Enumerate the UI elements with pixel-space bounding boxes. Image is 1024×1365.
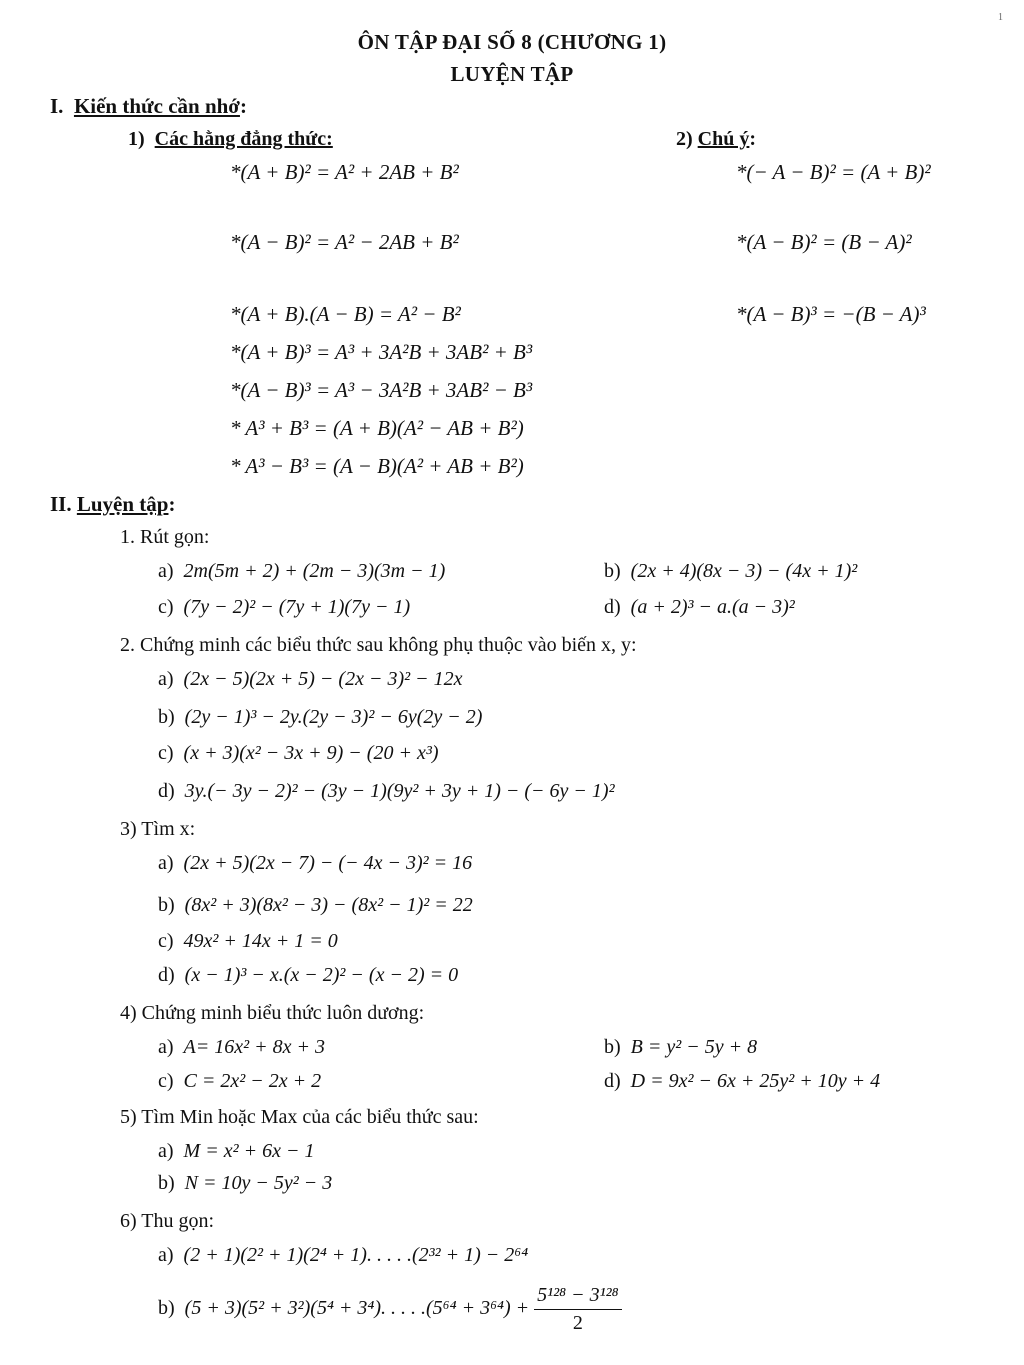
section-1-number: I. (50, 94, 64, 118)
exercise-3b-expr: (8x² + 3)(8x² − 3) − (8x² − 1)² = 22 (184, 894, 473, 916)
note-square-swap: *(A − B)² = (B − A)² (736, 230, 912, 254)
exercise-4b (604, 1036, 757, 1059)
exercise-1b (604, 560, 857, 583)
exercise-2b (158, 706, 482, 729)
section-2-colon: : (168, 492, 176, 516)
exercise-1a-expr: 2m(5m + 2) + (2m − 3)(3m − 1) (183, 560, 446, 582)
exercise-1c-label: c) (158, 596, 174, 618)
exercise-6a-label: a) (158, 1244, 174, 1266)
section-1-colon: : (239, 94, 247, 118)
identity-sum-cubes: * A³ + B³ = (A + B)(A² − AB + B²) (230, 416, 524, 440)
exercise-2a-expr: (2x − 5)(2x + 5) − (2x − 3)² − 12x (183, 668, 463, 690)
exercise-4-heading: 4) Chứng minh biểu thức luôn dương: (120, 1002, 425, 1024)
identities-number: 1) (128, 128, 145, 150)
exercise-2a-label: a) (158, 668, 174, 690)
exercise-4b-expr: B = y² − 5y + 8 (630, 1036, 758, 1058)
identity-cube-sum: *(A + B)³ = A³ + 3A²B + 3AB² + B³ (230, 340, 533, 364)
exercise-2d-label: d) (158, 780, 175, 802)
section-2-number: II. (50, 492, 72, 516)
exercise-3a (158, 852, 472, 875)
exercise-4a-label: a) (158, 1036, 174, 1058)
exercise-3c (158, 930, 338, 953)
corner-mark: 1 (998, 12, 1003, 23)
exercise-2d (158, 780, 615, 803)
identity-diff-cubes: * A³ − B³ = (A − B)(A² + AB + B²) (230, 454, 524, 478)
exercise-1d-label: d) (604, 596, 621, 618)
exercise-2b-expr: (2y − 1)³ − 2y.(2y − 3)² − 6y(2y − 2) (184, 706, 483, 728)
exercise-3-heading: 3) Tìm x: (120, 818, 196, 840)
exercise-1c-expr: (7y − 2)² − (7y + 1)(7y − 1) (183, 596, 411, 618)
identity-square-diff: *(A − B)² = A² − 2AB + B² (230, 230, 459, 254)
exercise-3c-expr: 49x² + 14x + 1 = 0 (183, 930, 338, 952)
exercise-4b-label: b) (604, 1036, 621, 1058)
exercise-5-heading: 5) Tìm Min hoặc Max của các biểu thức sau: (120, 1106, 479, 1128)
page-title: ÔN TẬP ĐẠI SỐ 8 (CHƯƠNG 1) (357, 30, 667, 54)
exercise-6b-label: b) (158, 1297, 175, 1320)
exercise-3d-expr: (x − 1)³ − x.(x − 2)² − (x − 2) = 0 (184, 964, 459, 986)
exercise-5b (158, 1172, 332, 1195)
exercise-1a-label: a) (158, 560, 174, 582)
exercise-5a-expr: M = x² + 6x − 1 (183, 1140, 315, 1162)
exercise-2c-label: c) (158, 742, 174, 764)
exercise-5a-label: a) (158, 1140, 174, 1162)
exercise-5b-expr: N = 10y − 5y² − 3 (184, 1172, 333, 1194)
exercise-6b-fraction (534, 1284, 621, 1335)
exercise-6b (158, 1284, 622, 1335)
exercise-3a-label: a) (158, 852, 174, 874)
exercise-5a (158, 1140, 314, 1163)
identity-square-sum: *(A + B)² = A² + 2AB + B² (230, 160, 459, 184)
exercise-6a (158, 1244, 528, 1267)
exercise-1b-label: b) (604, 560, 621, 582)
note-neg-square: *(− A − B)² = (A + B)² (736, 160, 931, 184)
notes-label: Chú ý (697, 128, 750, 150)
exercise-2d-expr: 3y.(− 3y − 2)² − (3y − 1)(9y² + 3y + 1) − (− 6y − 1)² (184, 780, 615, 802)
exercise-4c (158, 1070, 321, 1093)
exercise-6b-numerator: 5¹²⁸ − 3¹²⁸ (534, 1284, 621, 1310)
exercise-4c-expr: C = 2x² − 2x + 2 (183, 1070, 322, 1092)
exercise-6b-denominator: 2 (572, 1312, 583, 1334)
exercise-1c (158, 596, 410, 619)
identity-diff-squares: *(A + B).(A − B) = A² − B² (230, 302, 461, 326)
section-1-heading (50, 94, 247, 119)
exercise-3d-label: d) (158, 964, 175, 986)
notes-number: 2) (676, 128, 693, 150)
exercise-1-heading: 1. Rút gọn: (120, 526, 210, 548)
exercise-6-heading: 6) Thu gọn: (120, 1210, 215, 1232)
identity-cube-diff: *(A − B)³ = A³ − 3A²B + 3AB² − B³ (230, 378, 533, 402)
exercise-3c-label: c) (158, 930, 174, 952)
exercise-4d-label: d) (604, 1070, 621, 1092)
page-subtitle: LUYỆN TẬP (450, 62, 574, 86)
exercise-2-heading: 2. Chứng minh các biểu thức sau không phụ thuộc vào biến x, y: (120, 634, 637, 656)
note-cube-swap: *(A − B)³ = −(B − A)³ (736, 302, 926, 326)
section-2-label: Luyện tập (76, 492, 169, 516)
exercise-1d-expr: (a + 2)³ − a.(a − 3)² (630, 596, 795, 618)
exercise-4c-label: c) (158, 1070, 174, 1092)
identities-label: Các hằng đẳng thức: (154, 128, 333, 150)
exercise-3b (158, 894, 473, 917)
exercise-4a (158, 1036, 325, 1059)
exercise-2b-label: b) (158, 706, 175, 728)
exercise-6b-expr: (5 + 3)(5² + 3²)(5⁴ + 3⁴). . . . .(5⁶⁴ + 3⁶⁴) + (184, 1297, 530, 1320)
exercise-2a (158, 668, 463, 691)
exercise-6a-expr: (2 + 1)(2² + 1)(2⁴ + 1). . . . .(2³² + 1) − 2⁶⁴ (183, 1244, 529, 1266)
exercise-2c (158, 742, 439, 765)
exercise-1a (158, 560, 445, 583)
exercise-5b-label: b) (158, 1172, 175, 1194)
notes-colon: : (749, 128, 757, 150)
section-1-label: Kiến thức cần nhớ (73, 94, 240, 118)
section-2-heading (50, 492, 175, 517)
identities-heading (128, 128, 333, 151)
exercise-3a-expr: (2x + 5)(2x − 7) − (− 4x − 3)² = 16 (183, 852, 473, 874)
exercise-1b-expr: (2x + 4)(8x − 3) − (4x + 1)² (630, 560, 858, 582)
exercise-4d (604, 1070, 880, 1093)
exercise-2c-expr: (x + 3)(x² − 3x + 9) − (20 + x³) (183, 742, 439, 764)
exercise-1d (604, 596, 795, 619)
exercise-3d (158, 964, 458, 987)
notes-heading (676, 128, 756, 151)
exercise-3b-label: b) (158, 894, 175, 916)
exercise-4a-expr: A= 16x² + 8x + 3 (183, 1036, 326, 1058)
exercise-4d-expr: D = 9x² − 6x + 25y² + 10y + 4 (630, 1070, 881, 1092)
